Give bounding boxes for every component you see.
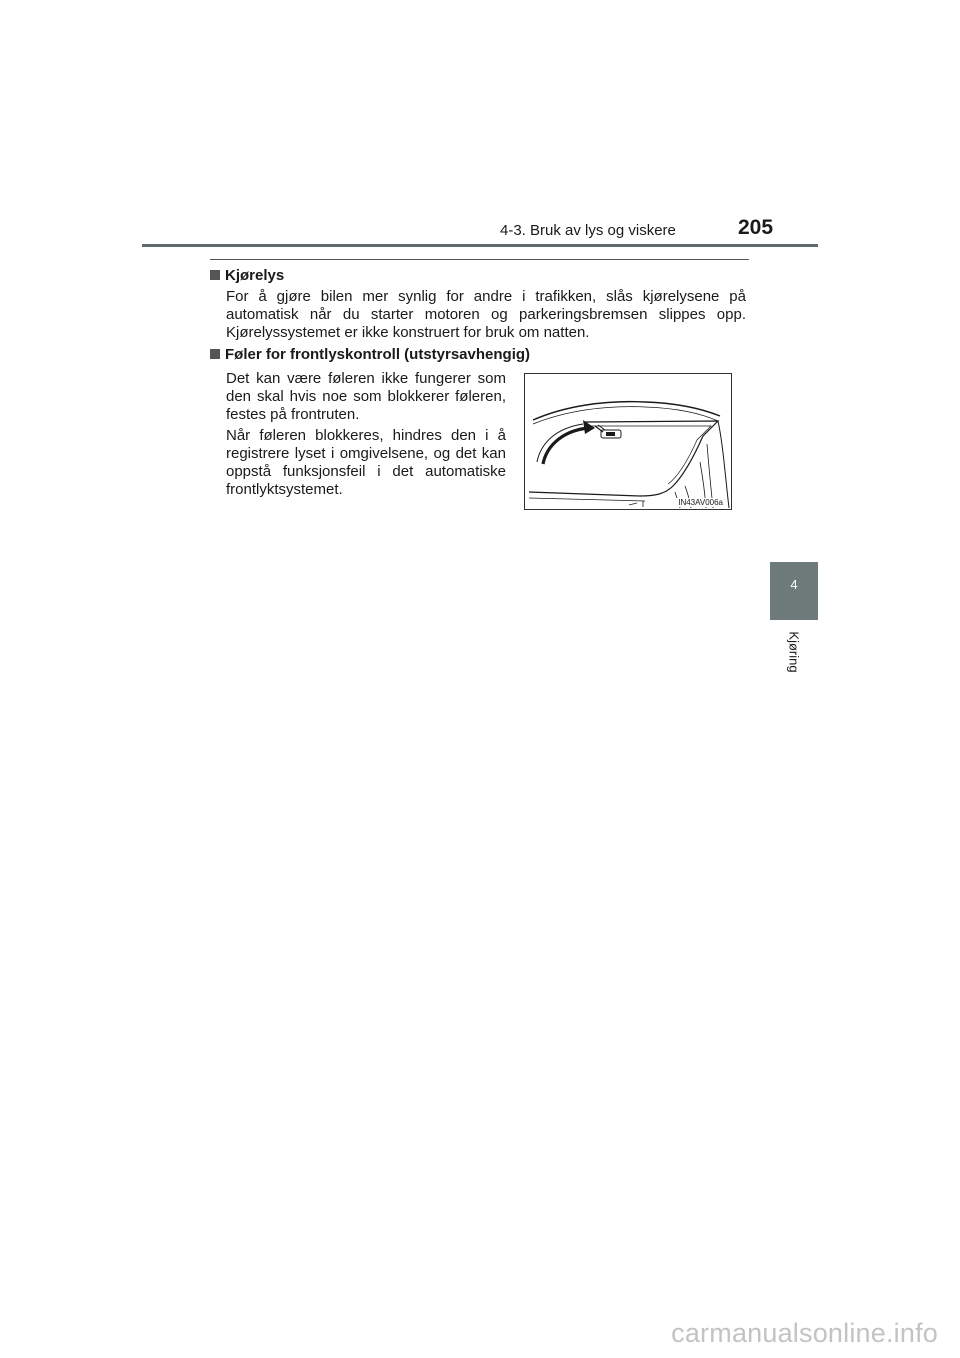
section-heading-text: Kjørelys [225, 267, 285, 284]
chapter-tab [770, 562, 818, 620]
running-header-section: 4-3. Bruk av lys og viskere [500, 222, 676, 239]
windshield-sensor-illustration-icon [525, 374, 731, 509]
content-rule [210, 259, 749, 260]
section-heading-kjorelys [210, 267, 284, 284]
header-rule [142, 244, 818, 247]
section-heading-sensor [210, 346, 530, 363]
section-heading-text: Føler for frontlyskontroll (utstyrsavhengig) [225, 346, 531, 363]
paragraph-sensor-1: Det kan være føleren ikke fungerer som den skal hvis noe som blokkerer føleren, festes på frontruten. [226, 370, 506, 423]
square-bullet-icon [210, 349, 220, 359]
paragraph-sensor-2: Når føleren blokkeres, hindres den i å registrere lyset i omgivelsene, og det kan oppstå funksjonsfeil i det automatiske frontlyktsystemet. [226, 427, 506, 498]
page-number: 205 [738, 216, 774, 239]
paragraph-kjorelys: For å gjøre bilen mer synlig for andre i trafikken, slås kjørelysene på automatisk når du starter motoren og parkeringsbremsen slippes opp. Kjørelyssystemet er ikke konstruert for bruk om natten. [226, 288, 746, 341]
windshield-sensor-figure [524, 373, 732, 510]
chapter-title: Kjøring [786, 631, 802, 673]
square-bullet-icon [210, 270, 220, 280]
chapter-number: 4 [790, 577, 798, 592]
watermark: carmanualsonline.info [671, 1318, 938, 1348]
figure-code: IN43AV006a [678, 498, 723, 507]
